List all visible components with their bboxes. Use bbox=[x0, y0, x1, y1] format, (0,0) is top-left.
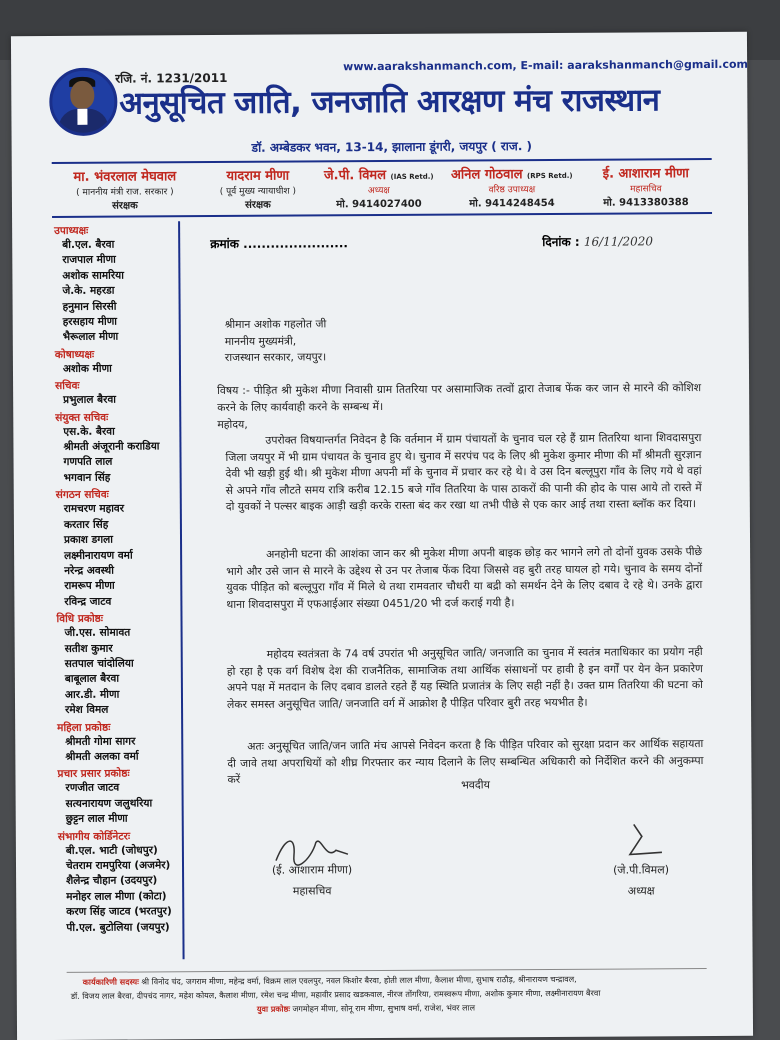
sidebar-member-name: हरसहाय मीणा bbox=[62, 315, 118, 328]
sidebar-member-name: प्रकाश डगला bbox=[63, 533, 113, 547]
sidebar-member-name: आर.डी. मीणा bbox=[64, 688, 120, 701]
sidebar-member-name: बी.एल. भाटी (जोधपुर) bbox=[65, 843, 158, 857]
recipient: श्रीमान अशोक गहलोत जी माननीय मुख्यमंत्री, राजस्थान सरकार, जयपुर। bbox=[224, 317, 327, 365]
office-bearer: यादराम मीणा ( पूर्व मुख्य न्यायाधीश ) संरक्षक bbox=[219, 168, 297, 211]
org-address: डॉ. अम्बेडकर भवन, 13-14, झालाना डूंगरी, जयपुर ( राज. ) bbox=[251, 139, 533, 155]
signature-adhyaksh bbox=[616, 816, 676, 866]
registration-number: रजि. नं. 1231/2011 bbox=[115, 70, 228, 86]
sidebar-member-name: बी.एल. बैरवा bbox=[62, 238, 115, 251]
sidebar-section-title: संभागीय कोर्डिनेटरः bbox=[57, 830, 131, 843]
sidebar-member-name: श्रीमती अलका वर्मा bbox=[65, 750, 139, 763]
sidebar-section-title: संगठन सचिवः bbox=[55, 488, 109, 502]
sidebar-section-title: महिला प्रकोष्ठः bbox=[57, 721, 111, 734]
sidebar-member-name: सत्यनारायण जलुथरिया bbox=[65, 797, 153, 810]
sidebar-member-name: छुट्टन लाल मीणा bbox=[65, 812, 128, 826]
sidebar-member-name: अशोक सामरिया bbox=[62, 269, 124, 282]
sidebar-member-name: सतीश कुमार bbox=[64, 642, 113, 655]
paragraph-3: महोदय स्वतंत्रता के 74 वर्ष उपरांत भी अनुसूचित जाति/ जनजाति का चुनाव में स्वतंत्र मताधिकार का प्रयोग नही हो रहा है एक वर्ग विशेष देश की राजनैतिक, सामाजिक तथा आर्थिक संसाधनों पर हावी है इन वर्गों पर येन केन प्रकारेण अपने पक्ष में मतदान के लिए दबाव डालते रहते हैं यह स्थिति प्रजातंत्र के लिए सही नहीं है। उक्त ग्राम तितरिया की घटना को लेकर समस्त अनुसूचित जाति/ जनजाति वर्ग में आक्रोश है पीड़ित परिवार बुरी तरह भयभीत है। bbox=[226, 645, 703, 711]
sidebar-member-name: करतार सिंह bbox=[63, 518, 109, 531]
sidebar-section-title: विधि प्रकोष्ठः bbox=[56, 612, 104, 626]
sidebar-member-name: रणजीत जाटव bbox=[65, 781, 120, 795]
sidebar-member-name: भगवान सिंह bbox=[63, 471, 111, 484]
office-bearer: ई. आशाराम मीणा महासचिव मो. 9413380388 bbox=[602, 166, 689, 209]
sidebar-member-name: जे.के. महरडा bbox=[62, 284, 115, 298]
sidebar-section-title: कोषाध्यक्षः bbox=[54, 348, 95, 361]
paragraph-2: अनहोनी घटना की आशंका जान कर श्री मुकेश मीणा अपनी बाइक छोड़ कर भागने लगे तो दोनों युवक उसके पीछे भागे और उसे जान से मारने के उद्देश्य से उन पर तेजाब फेंक दिया जिससे वह बुरी तरह घायल हो गये। चुनाव के समय दोनों युवक पीड़ित को बल्लूपुरा गाँव में मिले थे तथा रामवतार चौधरी या बद्री को समर्थन देने के लिए दबाव दे रहे थे। उनके द्वारा थाना शिवदासपुरा में एफआईआर संख्या 0451/20 भी दर्ज कराई गयी है। bbox=[226, 545, 703, 611]
date: दिनांक : 16/11/2020 bbox=[542, 234, 654, 250]
office-bearer: अनिल गोठवाल (RPS Retd.) वरिष्ठ उपाध्यक्ष मो. 9414248454 bbox=[450, 167, 573, 210]
sidebar-member-name: लक्ष्मीनारायण वर्मा bbox=[64, 549, 133, 562]
closing: भवदीय bbox=[461, 778, 491, 792]
sidebar-member-name: रामचरण महावर bbox=[63, 502, 125, 516]
sidebar-member-name: श्रीमती अंजूरानी कराडिया bbox=[63, 440, 160, 454]
sidebar-member-name: शैलेन्द्र चौहान (उदयपुर) bbox=[66, 874, 158, 888]
signatory-adhyaksh: (जे.पी.विमल) अध्यक्ष bbox=[613, 863, 670, 898]
sidebar-member-name: अशोक मीणा bbox=[62, 362, 112, 375]
paragraph-1: उपरोक्त विषयान्तर्गत निवेदन है कि वर्तमान में ग्राम पंचायतों के चुनाव चल रहे हैं ग्राम तितरिया थाना शिवदासपुरा जिला जयपुर में भी ग्राम पंचायत के चुनाव हुए थे। चुनाव में सरपंच पद के लिए श्री मुकेश कुमार मीणा की माँ श्रीमती सुरज्ञान देवी भी खड़ी हुई थी। श्री मुकेश मीणा अपनी माँ के चुनाव में प्रचार कर रहे थे। वे उस दिन बल्लूपुरा गाँव के लिए गये थे वहां से अपने गाँव लौटते समय रात्रि करीब 12.15 बजे गाँव तितरिया के पास ठाकरों की पानी की होद के पास आये तो रास्ते में दो युवकों ने पल्सर बाइक आड़ी खड़ी करके रास्ता बंद कर रखा था तभी पीछे से एक कार आई तथा रास्ता ब्लॉक कर दिया। bbox=[225, 431, 702, 514]
salutation: महोदय, bbox=[217, 417, 248, 432]
sidebar-member-name: बाबूलाल बैरवा bbox=[64, 672, 120, 686]
letterhead-page bbox=[11, 32, 753, 1040]
sidebar-member-name: प्रभुलाल बैरवा bbox=[63, 393, 117, 407]
org-title: अनुसूचित जाति, जनजाति आरक्षण मंच राजस्थान bbox=[119, 82, 660, 122]
sidebar-member-name: श्रीमती गोमा सागर bbox=[65, 735, 136, 748]
footer-members: कार्यकारिणी सदस्यः श्री विनोद चंद, जगराम मीणा, महेन्द्र वर्मा, विक्रम लाल एवलपुर, नवल किशोर बैरवा, होती लाल मीणा, कैलाश मीणा, सुभाष राठौड़, श्रीनारायण चन्द्रावल, डॉ. विजय लाल बैरवा, दीपचंद नागर, महेश कोयल, कैलाश मीणा, रमेश चन्द्र मीणा, महावीर प्रसाद खडकवाल, नीरज तोंगरिया, रामस्वरूप मीणा, अशोक कुमार मीणा, लक्ष्मीनारायण बैरवा युवा प्रकोष्ठः जगमोहन मीणा, सोनू राम मीणा, सुभाष वर्मा, राजेश, भंवर लाल bbox=[70, 974, 601, 1014]
sidebar-member-name: जी.एस. सोमावत bbox=[64, 626, 131, 640]
reference-number: क्रमांक ....................... bbox=[210, 236, 349, 252]
paragraph-4: अतः अनुसूचित जाति/जन जाति मंच आपसे निवेदन करता है कि पीड़ित परिवार को सुरक्षा प्रदान कर आर्थिक सहायता दी जावे तथा अपराधियों को शीघ्र गिरफ्तार कर न्याय दिलाने के लिए सम्बन्धित अधिकारी को निर्देशित करने की अनुकम्पा करें bbox=[227, 737, 704, 787]
members-sidebar bbox=[54, 221, 188, 936]
sidebar-member-name: पी.एल. बुटोलिया (जयपुर) bbox=[66, 920, 170, 934]
sidebar-member-name: करण सिंह जाटव (भरतपुर) bbox=[66, 905, 172, 919]
sidebar-member-name: गणपति लाल bbox=[63, 456, 113, 469]
sidebar-member-name: सतपाल चांदोलिया bbox=[64, 657, 134, 670]
sidebar-member-name: एस.के. बैरवा bbox=[63, 425, 115, 438]
sidebar-member-name: रामरूप मीणा bbox=[64, 579, 115, 593]
sidebar-member-name: मनोहर लाल मीणा (कोटा) bbox=[66, 890, 167, 903]
sidebar-member-name: रमेश विमल bbox=[65, 703, 109, 717]
sidebar-member-name: राजपाल मीणा bbox=[62, 254, 116, 267]
office-bearer: जे.पी. विमल (IAS Retd.) अध्यक्ष मो. 9414027400 bbox=[323, 167, 434, 211]
subject: विषय :- पीड़ित श्री मुकेश मीणा निवासी ग्राम तितरिया पर असामाजिक तत्वों द्वारा तेजाब फेंक कर जान से मारने की कोशिश करने के लिए कार्यवाही करने के सम्बन्ध में। bbox=[217, 381, 702, 414]
signatory-mahasachiv: (ई. आशाराम मीणा) महासचिव bbox=[271, 863, 353, 898]
sidebar-section-title: सचिवः bbox=[55, 380, 80, 393]
sidebar-section-title: संयुक्त सचिवः bbox=[55, 411, 109, 424]
office-bearer: मा. भंवरलाल मेघवाल ( माननीय मंत्री राज. सरकार ) संरक्षक bbox=[73, 169, 177, 212]
sidebar-member-name: हनुमान सिरसी bbox=[62, 300, 117, 313]
sidebar-section-title: उपाध्यक्षः bbox=[54, 224, 89, 237]
divider bbox=[52, 212, 712, 218]
sidebar-member-name: नरेन्द्र अवस्थी bbox=[64, 564, 115, 577]
sidebar-member-name: भैरूलाल मीणा bbox=[62, 331, 119, 344]
sidebar-member-name: रविन्द्र जाटव bbox=[64, 595, 112, 608]
sidebar-section-title: प्रचार प्रसार प्रकोष्ठः bbox=[57, 767, 130, 781]
sidebar-member-name: चेतराम रामपुरिया (अजमेर) bbox=[65, 859, 171, 872]
ambedkar-portrait-logo bbox=[49, 68, 117, 136]
website-email: www.aarakshanmanch.com, E-mail: aarakshanmanch@gmail.com bbox=[343, 57, 749, 74]
